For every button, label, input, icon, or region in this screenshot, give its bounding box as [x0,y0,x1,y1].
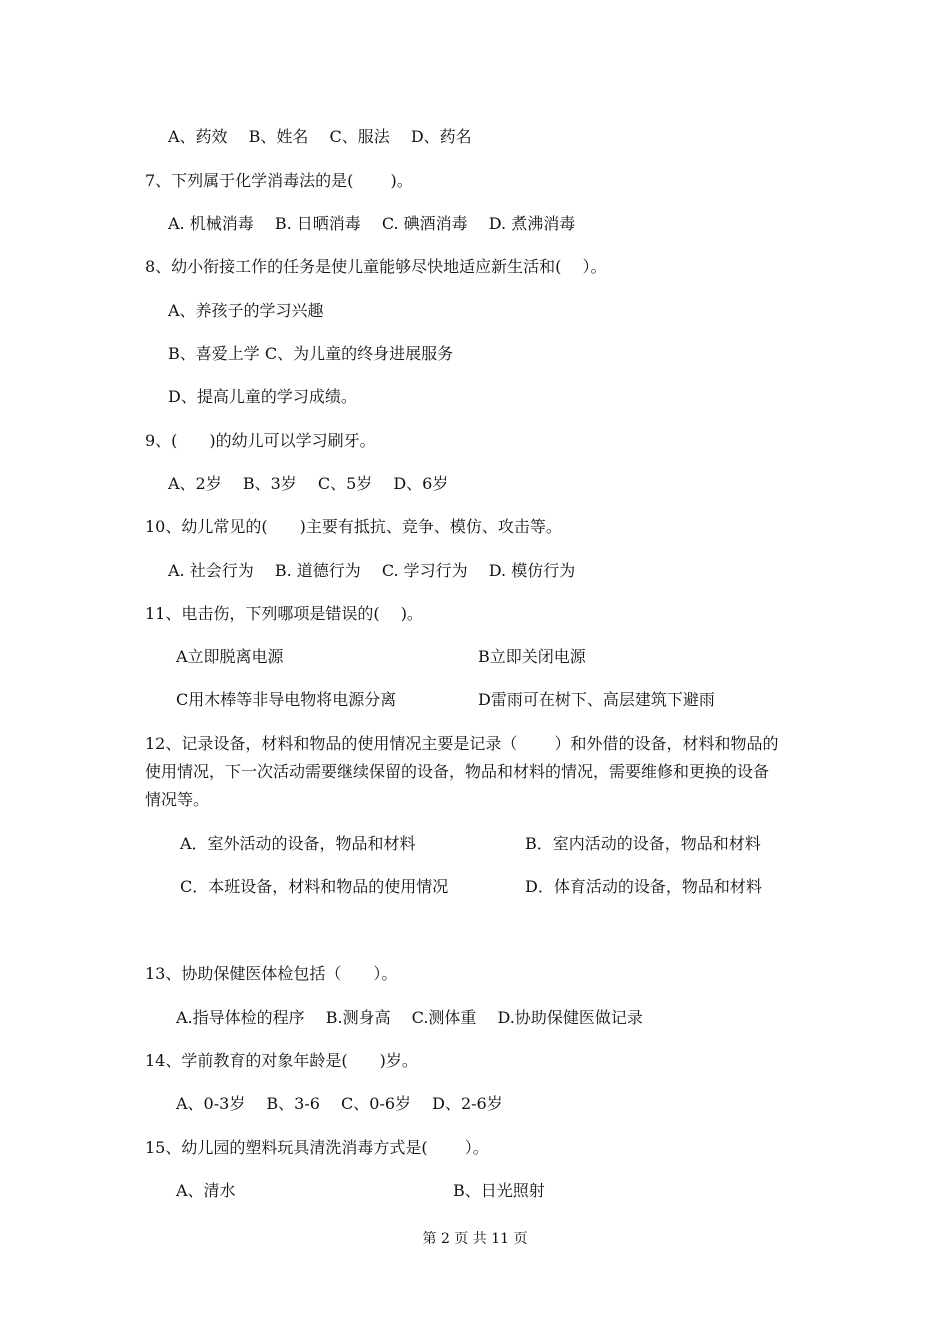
q8-option-a: A、养孩子的学习兴趣 [168,301,324,320]
q10-options: A. 社会行为 B. 道德行为 C. 学习行为 D. 模仿行为 [168,561,576,580]
q14-options: A、0-3岁 B、3-6 C、0-6岁 D、2-6岁 [176,1094,503,1113]
q8-option-bc: B、喜爱上学 C、为儿童的终身进展服务 [168,344,454,363]
q11-option-b: B立即关闭电源 [478,647,586,666]
q14-stem: 14、学前教育的对象年龄是( )岁。 [145,1051,418,1070]
q7-stem: 7、下列属于化学消毒法的是( )。 [145,171,413,190]
q9-options: A、2岁 B、3岁 C、5岁 D、6岁 [168,474,449,493]
q15-stem: 15、幼儿园的塑料玩具清洗消毒方式是( ）。 [145,1138,489,1157]
q11-option-d: D雷雨可在树下、高层建筑下避雨 [478,690,715,709]
q9-stem: 9、( )的幼儿可以学习刷牙。 [145,431,376,450]
q15-option-a: A、清水 [176,1181,236,1200]
q12-stem-line3: 情况等。 [145,790,210,809]
q8-option-d: D、提高儿童的学习成绩。 [168,387,357,406]
q13-stem: 13、协助保健医体检包括（ ）。 [145,964,398,983]
q11-option-c: C用木棒等非导电物将电源分离 [176,690,397,709]
q12-option-d: D．体育活动的设备，物品和材料 [525,877,762,896]
q12-option-b: B．室内活动的设备，物品和材料 [525,834,761,853]
page-footer: 第 2 页 共 11 页 [422,1231,528,1247]
q12-stem-line2: 使用情况，下一次活动需要继续保留的设备，物品和材料的情况，需要维修和更换的设备 [145,762,770,781]
q11-stem: 11、电击伤，下列哪项是错误的( )。 [145,604,423,623]
q6-options: A、药效 B、姓名 C、服法 D、药名 [168,127,472,146]
q7-options: A. 机械消毒 B. 日晒消毒 C. 碘酒消毒 D. 煮沸消毒 [168,214,576,233]
q13-options: A.指导体检的程序 B.测身高 C.测体重 D.协助保健医做记录 [176,1008,643,1027]
q8-stem: 8、幼小衔接工作的任务是使儿童能够尽快地适应新生活和( ）。 [145,257,607,276]
q10-stem: 10、幼儿常见的( )主要有抵抗、竞争、模仿、攻击等。 [145,517,562,536]
q12-option-a: A．室外活动的设备，物品和材料 [180,834,416,853]
q12-option-c: C．本班设备，材料和物品的使用情况 [180,877,449,896]
q12-stem-line1: 12、记录设备，材料和物品的使用情况主要是记录（ ）和外借的设备，材料和物品的 [145,734,779,753]
q11-option-a: A立即脱离电源 [176,647,284,666]
q15-option-b: B、日光照射 [453,1181,545,1200]
